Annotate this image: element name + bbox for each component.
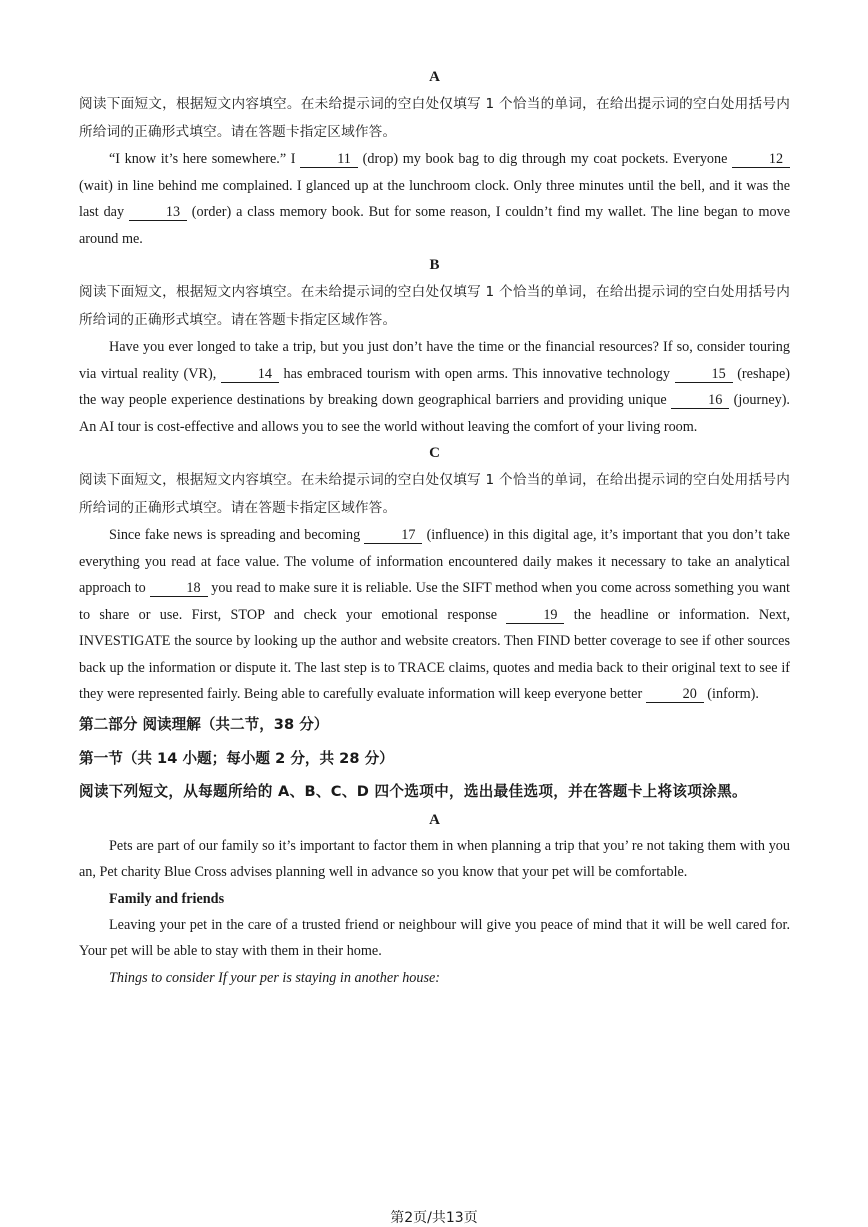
blank-16[interactable]: 16 bbox=[671, 392, 729, 409]
exam-page bbox=[79, 64, 790, 991]
section-a-instruction: 阅读下面短文，根据短文内容填空。在未给提示词的空白处仅填写 1 个恰当的单词，在给出提示词的空白处用括号内所给词的正确形式填空。请在答题卡指定区域作答。 bbox=[79, 96, 790, 140]
section-b-passage: Have you ever longed to take a trip, but you just don’t have the time or the financial resources? If so, consider touring via virtual reality (VR), 14 has embraced tourism with open arms. This innovative technology 15 (reshape) the way people experience destinations by breaking down geographical barriers and providing unique 16 (journey). An AI tour is cost-effective and allows you to see the world without leaving the comfort of your living room. bbox=[79, 339, 790, 435]
blank-18[interactable]: 18 bbox=[150, 580, 208, 597]
section-a-passage: “I know it’s here somewhere.” I 11 (drop) my book bag to dig through my coat pockets. Everyone 12 (wait) in line behind me complained. I glanced up at the lunchroom clock. Only three minutes until the bell, and it was the last day 13 (order) a class memory book. But for some reason, I couldn’t find my wallet. The line began to move around me. bbox=[79, 151, 790, 247]
reading-a-subhead: Family and friends bbox=[109, 890, 225, 907]
part2-section1-title: 第一节（共 14 小题；每小题 2 分，共 28 分） bbox=[79, 749, 394, 767]
part2-instruction: 阅读下列短文，从每题所给的 A、B、C、D 四个选项中，选出最佳选项，并在答题卡上将该项涂黑。 bbox=[79, 782, 747, 800]
section-b-letter: B bbox=[429, 257, 440, 273]
section-c-letter: C bbox=[429, 445, 440, 461]
blank-15[interactable]: 15 bbox=[675, 366, 733, 383]
blank-13[interactable]: 13 bbox=[129, 204, 187, 221]
section-a-letter: A bbox=[429, 69, 440, 85]
reading-a-italic-note: Things to consider If your per is staying in another house: bbox=[109, 969, 441, 986]
section-c-passage: Since fake news is spreading and becoming 17 (influence) in this digital age, it’s important that you don’t take everything you read at face value. The volume of information encountered daily makes it necessary to take an analytical approach to 18 you read to make sure it is reliable. Use the SIFT method when you come across something you want to share or use. First, STOP and check your emotional response 19 the headline or information. Next, INVESTIGATE the source by looking up the author and website creators. Then FIND better coverage to see if other sources back up the information or dispute it. The last step is to TRACE claims, quotes and media back to their original text to see if they were represented fairly. Being able to carefully evaluate information will keep everyone better 20 (inform). bbox=[79, 527, 790, 702]
blank-11[interactable]: 11 bbox=[300, 151, 358, 168]
blank-20[interactable]: 20 bbox=[646, 686, 704, 703]
section-b-instruction: 阅读下面短文，根据短文内容填空。在未给提示词的空白处仅填写 1 个恰当的单词，在给出提示词的空白处用括号内所给词的正确形式填空。请在答题卡指定区域作答。 bbox=[79, 284, 790, 328]
page-footer: 第2页/共13页 bbox=[390, 1210, 478, 1226]
reading-a-para-1: Pets are part of our family so it’s important to factor them in when planning a trip that you’ re not taking them with you an, Pet charity Blue Cross advises planning well in advance so you know that your pet will be comfortable. bbox=[79, 837, 790, 880]
blank-14[interactable]: 14 bbox=[221, 366, 279, 383]
blank-12[interactable]: 12 bbox=[732, 151, 790, 168]
part2-title: 第二部分 阅读理解（共二节，38 分） bbox=[79, 715, 329, 733]
section-c-instruction: 阅读下面短文，根据短文内容填空。在未给提示词的空白处仅填写 1 个恰当的单词，在给出提示词的空白处用括号内所给词的正确形式填空。请在答题卡指定区域作答。 bbox=[79, 472, 790, 516]
reading-a-para-2: Leaving your pet in the care of a trusted friend or neighbour will give you peace of mind that it will be well cared for. Your pet will be able to stay with them in their home. bbox=[79, 916, 790, 959]
blank-17[interactable]: 17 bbox=[364, 527, 422, 544]
blank-19[interactable]: 19 bbox=[506, 607, 564, 624]
reading-a-letter: A bbox=[429, 811, 440, 828]
